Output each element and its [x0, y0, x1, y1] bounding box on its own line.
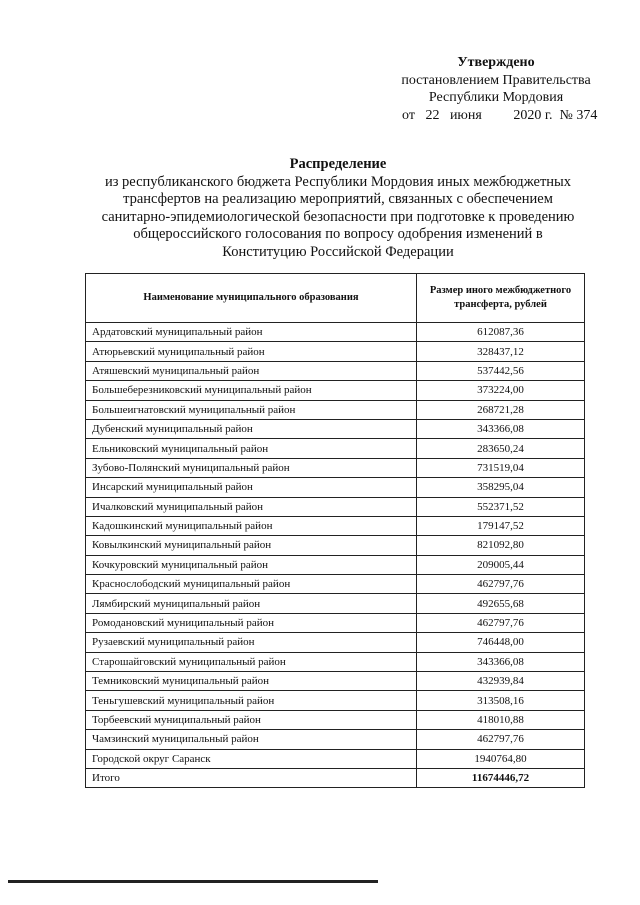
municipality-name: Ельниковский муниципальный район — [86, 439, 417, 458]
approval-month: июня — [449, 107, 482, 123]
municipality-name: Инсарский муниципальный район — [86, 478, 417, 497]
table-row — [86, 575, 585, 594]
transfer-amount: 283650,24 — [417, 439, 585, 458]
transfer-amount: 328437,12 — [417, 342, 585, 361]
header-municipality: Наименование муниципального образования — [86, 274, 417, 323]
title-line: из республиканского бюджета Республики Мордовия иных межбюджетных — [104, 173, 572, 190]
transfer-amount: 418010,88 — [417, 710, 585, 729]
table-row — [86, 458, 585, 477]
table-row — [86, 555, 585, 574]
table-row — [86, 652, 585, 671]
approval-stamp — [378, 54, 614, 124]
approval-day: 22 — [425, 107, 440, 123]
transfer-amount: 731519,04 — [417, 458, 585, 477]
transfer-amount: 462797,76 — [417, 575, 585, 594]
approval-heading: Утверждено — [457, 55, 535, 70]
table-row — [86, 536, 585, 555]
municipality-name: Дубенский муниципальный район — [86, 419, 417, 438]
municipality-name: Ичалковский муниципальный район — [86, 497, 417, 516]
municipality-name: Ромодановский муниципальный район — [86, 613, 417, 632]
transfer-amount: 343366,08 — [417, 419, 585, 438]
table-row — [86, 400, 585, 419]
municipality-name: Рузаевский муниципальный район — [86, 633, 417, 652]
table-row — [86, 516, 585, 535]
approval-line-2: Республики Мордовия — [428, 90, 564, 105]
transfer-amount: 462797,76 — [417, 730, 585, 749]
transfer-amount: 313508,16 — [417, 691, 585, 710]
approval-year: 2020 г. — [513, 107, 553, 123]
municipality-name: Краснослободский муниципальный район — [86, 575, 417, 594]
transfer-amount: 358295,04 — [417, 478, 585, 497]
document-title: Распределение — [289, 156, 387, 172]
table-body — [86, 323, 585, 788]
transfer-amount: 492655,68 — [417, 594, 585, 613]
municipality-name: Теньгушевский муниципальный район — [86, 691, 417, 710]
approval-prefix: от — [402, 107, 415, 123]
table-row — [86, 439, 585, 458]
transfer-amount: 552371,52 — [417, 497, 585, 516]
table-row — [86, 730, 585, 749]
municipality-name: Большеберезниковский муниципальный район — [86, 381, 417, 400]
title-line: трансфертов на реализацию мероприятий, связанных с обеспечением — [123, 191, 553, 207]
municipality-name: Кочкуровский муниципальный район — [86, 555, 417, 574]
transfer-amount: 462797,76 — [417, 613, 585, 632]
table-row — [86, 478, 585, 497]
municipality-name: Торбеевский муниципальный район — [86, 710, 417, 729]
table-row — [86, 361, 585, 380]
approval-line-1: постановлением Правительства — [401, 72, 591, 88]
municipality-name: Атяшевский муниципальный район — [86, 361, 417, 380]
transfer-amount: 432939,84 — [417, 672, 585, 691]
municipality-name: Ардатовский муниципальный район — [86, 323, 417, 342]
footer-rule — [8, 880, 378, 883]
municipality-name: Кадошкинский муниципальный район — [86, 516, 417, 535]
table-row — [86, 419, 585, 438]
transfer-amount: 179147,52 — [417, 516, 585, 535]
table-row — [86, 749, 585, 768]
table-row — [86, 323, 585, 342]
municipality-name: Лямбирский муниципальный район — [86, 594, 417, 613]
total-label: Итого — [86, 768, 417, 787]
municipality-name: Городской округ Саранск — [86, 749, 417, 768]
title-line: общероссийского голосования по вопросу одобрения изменений в — [133, 226, 543, 242]
municipality-name: Зубово-Полянский муниципальный район — [86, 458, 417, 477]
table-row — [86, 381, 585, 400]
title-line: Конституцию Российской Федерации — [222, 243, 454, 260]
table-row — [86, 594, 585, 613]
table-row — [86, 691, 585, 710]
municipality-name: Большеигнатовский муниципальный район — [86, 400, 417, 419]
table-row — [86, 613, 585, 632]
title-line: санитарно-эпидемиологической безопасности при подготовке к проведению — [101, 208, 575, 225]
transfer-amount: 268721,28 — [417, 400, 585, 419]
table-row — [86, 672, 585, 691]
table-row — [86, 633, 585, 652]
transfer-amount: 209005,44 — [417, 555, 585, 574]
municipality-name: Темниковский муниципальный район — [86, 672, 417, 691]
municipality-name: Ковылкинский муниципальный район — [86, 536, 417, 555]
transfer-amount: 343366,08 — [417, 652, 585, 671]
municipality-name: Атюрьевский муниципальный район — [86, 342, 417, 361]
total-amount: 11674446,72 — [417, 768, 585, 787]
table-row — [86, 710, 585, 729]
transfer-amount: 612087,36 — [417, 323, 585, 342]
table-header-row — [86, 274, 585, 323]
municipality-name: Старошайговский муниципальный район — [86, 652, 417, 671]
municipality-name: Чамзинский муниципальный район — [86, 730, 417, 749]
approval-number: № 374 — [559, 107, 598, 123]
distribution-table — [85, 273, 585, 788]
table-row — [86, 342, 585, 361]
transfer-amount: 1940764,80 — [417, 749, 585, 768]
total-row — [86, 768, 585, 787]
table-row — [86, 497, 585, 516]
approval-date-line — [378, 107, 614, 125]
transfer-amount: 821092,80 — [417, 536, 585, 555]
transfer-amount: 746448,00 — [417, 633, 585, 652]
transfer-amount: 537442,56 — [417, 361, 585, 380]
header-amount: Размер иного межбюджетного трансферта, рублей — [417, 274, 585, 323]
document-title-block — [64, 156, 612, 261]
transfer-amount: 373224,00 — [417, 381, 585, 400]
